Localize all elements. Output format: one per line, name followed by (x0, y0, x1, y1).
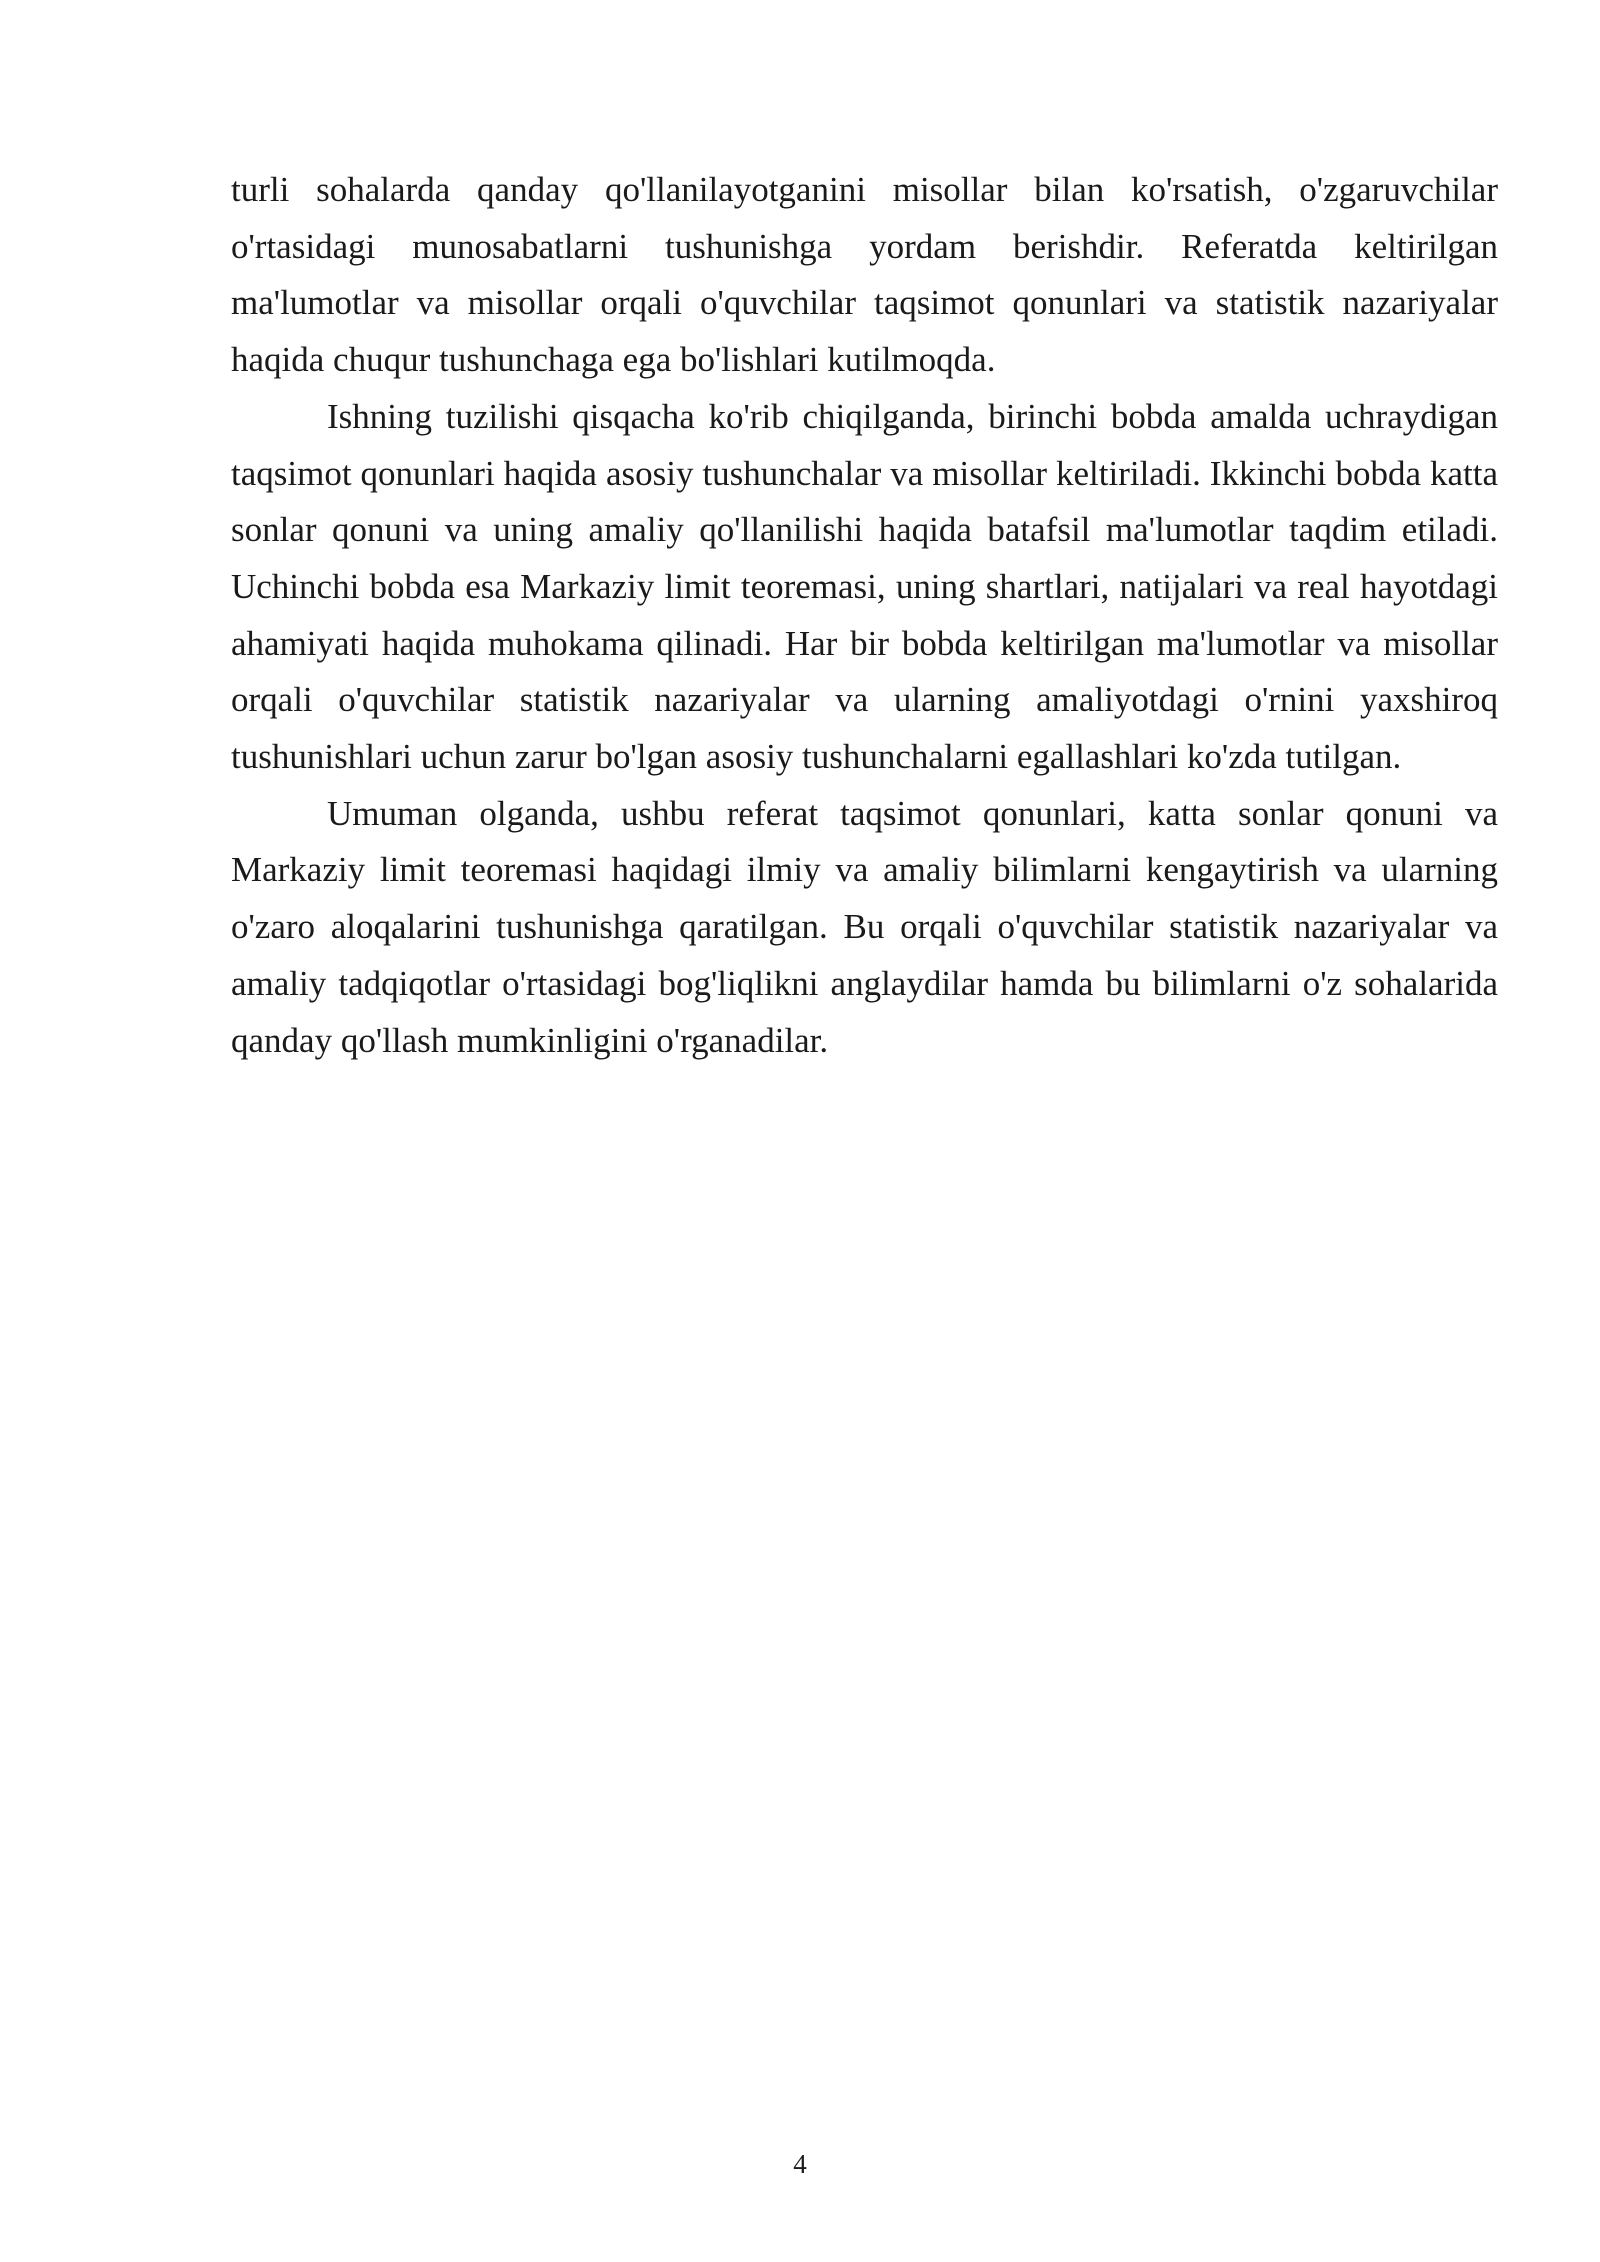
paragraph-summary: Umuman olganda, ushbu referat taqsimot qonunlari, katta sonlar qonuni va Markaziy limit teoremasi haqidagi ilmiy va amaliy bilimlarni kengaytirish va ularning o'zaro aloqalarini tushunishga qaratilgan. Bu orqali o'quvchilar statistik nazariyalar va amaliy tadqiqotlar o'rtasidagi bog'liqlikni anglaydilar hamda bu bilimlarni o'z sohalarida qanday qo'llash mumkinligini o'rganadilar. (231, 793, 1498, 1060)
document-body (231, 162, 1498, 1069)
paragraph-continuation: turli sohalarda qanday qo'llanilayotganini misollar bilan ko'rsatish, o'zgaruvchilar o'rtasidagi munosabatlarni tushunishga yordam berishdir. Referatda keltirilgan ma'lumotlar va misollar orqali o'quvchilar taqsimot qonunlari va statistik nazariyalar haqida chuqur tushunchaga ega bo'lishlari kutilmoqda. (231, 170, 1498, 380)
page-number: 4 (793, 2149, 807, 2179)
paragraph-structure: Ishning tuzilishi qisqacha ko'rib chiqilganda, birinchi bobda amalda uchraydigan taqsimot qonunlari haqida asosiy tushunchalar va misollar keltiriladi. Ikkinchi bobda katta sonlar qonuni va uning amaliy qo'llanilishi haqida batafsil ma'lumotlar taqdim etiladi. Uchinchi bobda esa Markaziy limit teoremasi, uning shartlari, natijalari va real hayotdagi ahamiyati haqida muhokama qilinadi. Har bir bobda keltirilgan ma'lumotlar va misollar orqali o'quvchilar statistik nazariyalar va ularning amaliyotdagi o'rnini yaxshiroq tushunishlari uchun zarur bo'lgan asosiy tushunchalarni egallashlari ko'zda tutilgan. (231, 396, 1498, 777)
